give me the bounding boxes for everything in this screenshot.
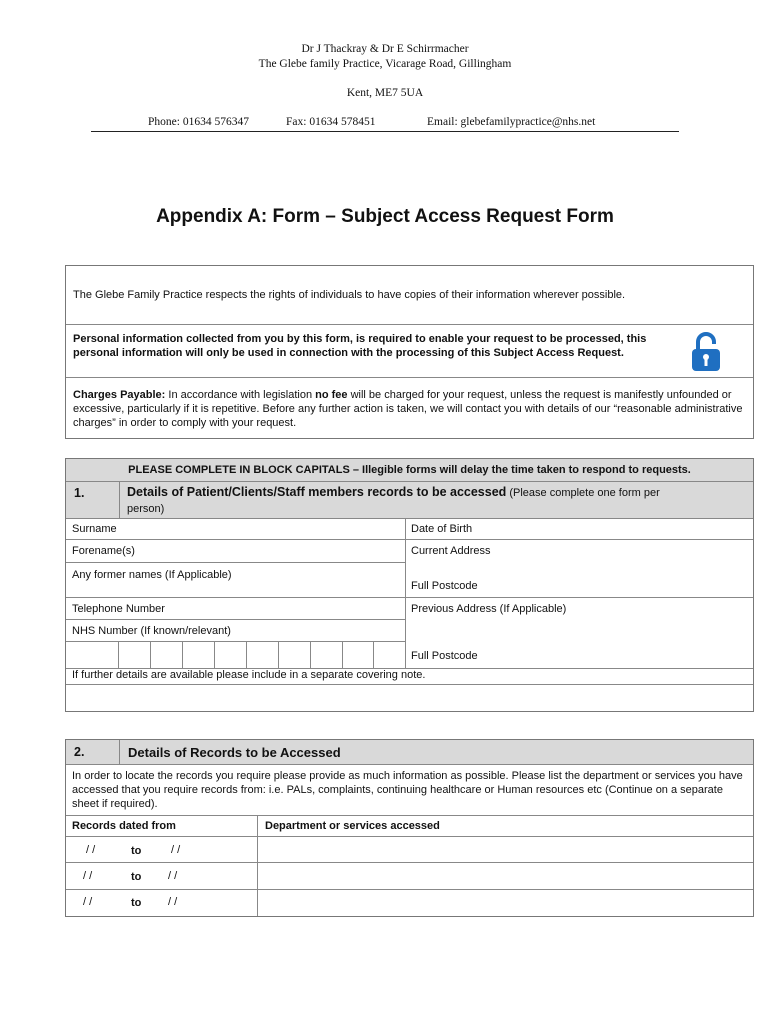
- row-divider-nhs: [66, 641, 405, 642]
- section1-table: [65, 458, 754, 712]
- dob-label: Date of Birth: [411, 523, 473, 535]
- full-postcode-label-2: Full Postcode: [411, 650, 478, 662]
- row-1-to: to: [131, 845, 142, 857]
- lock-icon: [689, 330, 723, 374]
- row-1-from: / /: [86, 844, 96, 856]
- page-title: Appendix A: Form – Subject Access Request Form: [156, 206, 614, 227]
- section1-heading-note: (Please complete one form per: [506, 487, 660, 499]
- intro-charges-text: [73, 388, 745, 430]
- intro-divider-2: [66, 377, 753, 378]
- practice-address: The Glebe family Practice, Vicarage Road, Gillingham: [258, 58, 512, 70]
- intro-personal-info-text: Personal information collected from you by this form, is required to enable your request to be processed, this personal information will only be used in connection with the processing of this Subject Access Request.: [73, 333, 647, 359]
- intro-box: [65, 265, 754, 439]
- section2-number-divider: [119, 740, 120, 764]
- section1-heading-title: Details of Patient/Clients/Staff members records to be accessed: [127, 485, 507, 499]
- current-address-label: Current Address: [411, 545, 491, 557]
- nhs-box-divider: [118, 641, 119, 668]
- intro-divider-1: [66, 324, 753, 325]
- section2-heading-divider: [66, 764, 753, 765]
- practice-doctors: Dr J Thackray & Dr E Schirrmacher: [301, 43, 469, 55]
- nhs-box-divider: [342, 641, 343, 668]
- letterhead-divider: [91, 131, 679, 132]
- row-divider-telephone: [66, 619, 405, 620]
- section2-instructions: In order to locate the records you require please provide as much information as possible. Please list the department or services you have accessed that you require records from: i.e. PALs, complaints, continuing healthcare or Human resources etc (Continue on a separate sheet if required).: [72, 770, 743, 810]
- full-postcode-label-1: Full Postcode: [411, 580, 478, 592]
- nhs-number-label: NHS Number (If known/relevant): [72, 625, 231, 637]
- nhs-box-divider: [214, 641, 215, 668]
- row-divider-further: [66, 684, 753, 685]
- further-details-note: If further details are available please include in a separate covering note.: [72, 669, 426, 681]
- section1-heading-divider: [66, 518, 753, 519]
- col-records-dated: Records dated from: [72, 820, 176, 832]
- former-names-label: Any former names (If Applicable): [72, 569, 232, 581]
- nhs-box-divider: [246, 641, 247, 668]
- charges-text-2: will be charged for your request, unless the request is manifestly unfounded or excessive, particularly if it is repetitive. Before any further action is taken, we will contact you with details of our “reasonable administrative charges” in order to comply with your request.: [73, 389, 743, 429]
- surname-label: Surname: [72, 523, 117, 535]
- practice-phone: Phone: 01634 576347: [148, 116, 249, 128]
- section1-banner: PLEASE COMPLETE IN BLOCK CAPITALS – Illegible forms will delay the time taken to respond to requests.: [128, 464, 691, 476]
- nhs-box-divider: [278, 641, 279, 668]
- section1-heading: [127, 485, 747, 517]
- row-2-from: / /: [83, 870, 93, 882]
- section1-number: 1.: [74, 486, 85, 500]
- charges-label: Charges Payable:: [73, 389, 166, 401]
- row-2-until: / /: [168, 870, 178, 882]
- row-divider-forenames: [66, 562, 405, 563]
- row-3-from: / /: [83, 896, 93, 908]
- intro-respects-text: The Glebe Family Practice respects the rights of individuals to have copies of their information wherever possible.: [73, 289, 626, 301]
- row-divider-former-names: [66, 597, 753, 598]
- row-3-until: / /: [168, 896, 178, 908]
- charges-no-fee: no fee: [315, 389, 348, 401]
- practice-email: Email: glebefamilypractice@nhs.net: [427, 116, 596, 128]
- section2-row-divider-1: [66, 862, 753, 863]
- nhs-box-divider: [150, 641, 151, 668]
- col-department: Department or services accessed: [265, 820, 440, 832]
- row-3-to: to: [131, 897, 142, 909]
- practice-fax: Fax: 01634 578451: [286, 116, 376, 128]
- telephone-label: Telephone Number: [72, 603, 165, 615]
- section2-number: 2.: [74, 745, 85, 759]
- row-1-until: / /: [171, 844, 181, 856]
- section2-row-divider-2: [66, 889, 753, 890]
- nhs-box-divider: [373, 641, 374, 668]
- practice-county-postcode: Kent, ME7 5UA: [346, 87, 424, 99]
- row-divider-surname: [66, 539, 405, 540]
- section1-heading-note-2: person): [127, 503, 165, 515]
- previous-address-label: Previous Address (If Applicable): [411, 603, 567, 615]
- charges-text-1: In accordance with legislation: [165, 389, 316, 401]
- forenames-label: Forename(s): [72, 545, 135, 557]
- row-divider-dob: [405, 539, 753, 540]
- section2-table: [65, 739, 754, 917]
- section2-heading: Details of Records to be Accessed: [128, 745, 341, 760]
- section2-column-divider: [257, 815, 258, 916]
- section2-instructions-divider: [66, 815, 753, 816]
- section1-center-divider: [405, 518, 406, 668]
- section2-header-divider: [66, 836, 753, 837]
- section1-number-divider: [119, 481, 120, 518]
- row-2-to: to: [131, 871, 142, 883]
- nhs-box-divider: [310, 641, 311, 668]
- nhs-box-divider: [182, 641, 183, 668]
